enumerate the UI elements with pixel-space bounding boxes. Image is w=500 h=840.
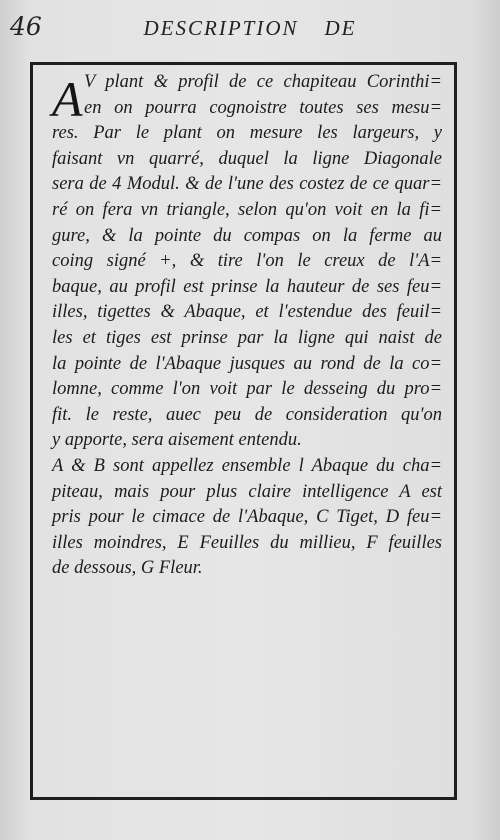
text-line: faisant vn quarré, duquel la ligne Diagonale	[52, 148, 442, 169]
text-line: illes moindres, E Feuilles du millieu, F feuilles	[52, 532, 442, 553]
text-line-content: V plant & profil de ce chapiteau Corinthi=	[84, 72, 442, 92]
page-number: 46	[10, 12, 42, 41]
text-line: pris pour le cimace de l'Abaque, C Tiget, D feu=	[52, 507, 442, 528]
text-line: A & B sont appellez ensemble l Abaque du cha=	[52, 455, 442, 476]
text-line: res. Par le plant on mesure les largeurs, y	[52, 123, 442, 144]
drop-cap: A	[52, 71, 83, 127]
text-line: y apporte, sera aisement entendu.	[52, 430, 302, 451]
running-head-word-2: DE	[324, 16, 357, 40]
running-head-word-1: DESCRIPTION	[143, 16, 299, 40]
text-line: la pointe de l'Abaque jusques au rond de la co=	[52, 353, 442, 374]
text-line: de dessous, G Fleur.	[52, 558, 203, 579]
text-line: en on pourra cognoistre toutes ses mesu=	[84, 97, 442, 118]
text-line: les et tiges est prinse par la ligne qui naist de	[52, 327, 442, 348]
text-line: piteau, mais pour plus claire intelligence A est	[52, 481, 442, 502]
body-text	[52, 70, 442, 582]
text-line: fit. le reste, auec peu de consideration qu'on	[52, 404, 442, 425]
running-head	[0, 18, 500, 39]
text-line: illes, tigettes & Abaque, et l'estendue des feuil=	[52, 302, 442, 323]
text-line: ré on fera vn triangle, selon qu'on voit en la fi=	[52, 199, 442, 220]
text-line: sera de 4 Modul. & de l'une des costez de ce quar=	[52, 174, 442, 195]
text-line: coing signé +, & tire l'on le creux de l'A=	[52, 251, 442, 272]
text-line: gure, & la pointe du compas on la ferme au	[52, 225, 442, 246]
text-line: lomne, comme l'on voit par le desseing du pro=	[52, 379, 442, 400]
text-line: baque, au profil est prinse la hauteur de ses feu=	[52, 276, 442, 297]
